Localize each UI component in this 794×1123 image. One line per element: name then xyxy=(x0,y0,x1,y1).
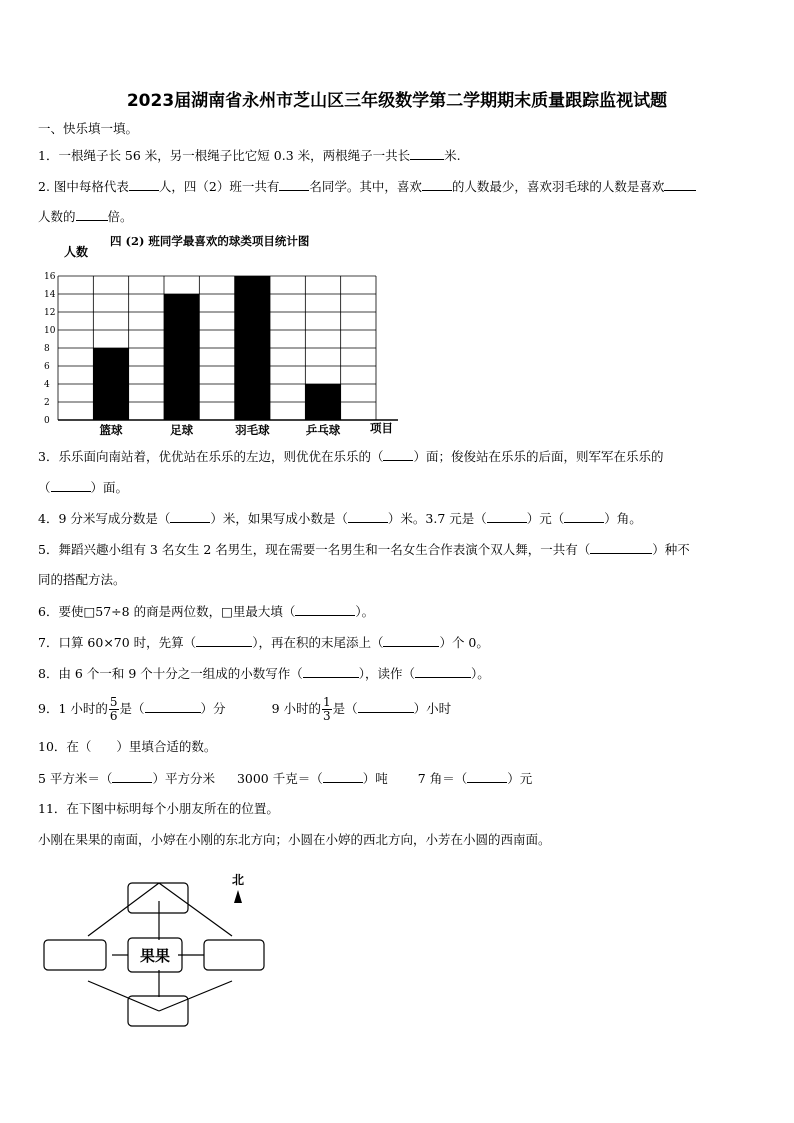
fraction: $\frac{1}{3}$ xyxy=(323,695,331,723)
question-8: 8．由 6 个一和 9 个十分之一组成的小数写作（ ），读作（ ）。 xyxy=(38,666,490,681)
question-11-text: 小刚在果果的南面，小婷在小刚的东北方向；小圆在小婷的西北方向，小芳在小圆的西南面。 xyxy=(38,832,551,847)
question-6: 6．要使□57÷8 的商是两位数，□里最大填（ ）。 xyxy=(38,604,375,619)
page-title: 2023届湖南省永州市芝山区三年级数学第二学期期末质量跟踪监视试题 xyxy=(126,91,668,111)
question-1: 1．一根绳子长 56 米，另一根绳子比它短 0.3 米，两根绳子一共长 米. xyxy=(38,148,461,163)
bar xyxy=(305,384,340,420)
connector-line xyxy=(159,883,232,936)
y-tick-label: 6 xyxy=(44,362,50,372)
y-tick-label: 10 xyxy=(44,326,56,336)
position-diagram xyxy=(38,866,278,1036)
fraction: $\frac{5}{6}$ xyxy=(109,695,118,723)
bar xyxy=(93,348,128,420)
answer-blank[interactable] xyxy=(303,665,359,678)
blank-box-west[interactable] xyxy=(44,940,106,970)
section-heading: 一、快乐填一填。 xyxy=(38,121,139,136)
answer-blank[interactable] xyxy=(112,770,152,783)
answer-blank[interactable] xyxy=(415,665,471,678)
y-tick-label: 16 xyxy=(44,272,56,282)
y-tick-label: 2 xyxy=(44,398,50,408)
question-2: 2. 图中每格代表 人，四（2）班一共有 名同学。其中，喜欢 的人数最少，喜欢羽毛球的人数是喜欢 xyxy=(38,178,696,195)
y-tick-label: 8 xyxy=(44,344,50,354)
answer-blank[interactable] xyxy=(564,510,604,523)
answer-blank[interactable] xyxy=(76,208,108,221)
answer-blank[interactable] xyxy=(383,634,439,647)
answer-blank[interactable] xyxy=(51,479,91,492)
answer-blank[interactable] xyxy=(295,603,355,616)
chart-title: 四 (2) 班同学最喜欢的球类项目统计图 xyxy=(110,234,310,248)
y-ticks xyxy=(44,272,56,426)
question-9: 9．1 小时的 $\frac{5}{6}$ 是（ ）分 9 小时的 $\frac{1}{3}$ 是（ ）小时 xyxy=(38,695,452,723)
x-tick-label: 篮球 xyxy=(99,423,123,437)
question-10-items: 5 平方米＝（ ）平方分米 3000 千克＝（ ）吨 7 角＝（ ）元 xyxy=(38,771,533,786)
y-tick-label: 14 xyxy=(44,290,56,300)
bar-chart xyxy=(38,232,408,442)
center-label: 果果 xyxy=(139,947,171,965)
answer-blank[interactable] xyxy=(358,700,414,713)
question-5: 5．舞蹈兴趣小组有 3 名女生 2 名男生，现在需要一名男生和一名女生合作表演个双人舞，一共有（ ）种不 xyxy=(38,542,690,557)
answer-blank[interactable] xyxy=(129,178,159,191)
answer-blank[interactable] xyxy=(467,770,507,783)
blank-box-east[interactable] xyxy=(204,940,264,970)
answer-blank[interactable] xyxy=(487,510,527,523)
answer-blank[interactable] xyxy=(170,510,210,523)
x-tick-label: 乒乓球 xyxy=(305,423,341,437)
y-tick-label: 0 xyxy=(44,416,50,426)
y-axis-label: 人数 xyxy=(64,245,89,259)
x-ticks xyxy=(100,423,341,437)
north-label: 北 xyxy=(231,873,245,887)
bar xyxy=(164,294,199,420)
answer-blank[interactable] xyxy=(422,178,452,191)
question-3: 3．乐乐面向南站着，优优站在乐乐的左边，则优优在乐乐的（ ）面；俊俊站在乐乐的后面，则军军在乐乐的 xyxy=(38,449,664,464)
question-4: 4．9 分米写成分数是（ ）米，如果写成小数是（ ）米。3.7 元是（ ）元（ ）角。 xyxy=(38,511,642,526)
question-7: 7．口算 60×70 时，先算（ ），再在积的末尾添上（ ）个 0。 xyxy=(38,635,489,650)
answer-blank[interactable] xyxy=(664,178,696,191)
answer-blank[interactable] xyxy=(323,770,363,783)
answer-blank[interactable] xyxy=(348,510,388,523)
answer-blank[interactable] xyxy=(196,634,252,647)
x-tick-label: 足球 xyxy=(170,423,194,437)
bar xyxy=(235,276,270,420)
answer-blank[interactable] xyxy=(145,700,201,713)
x-tick-label: 羽毛球 xyxy=(235,423,270,437)
question-5-cont: 同的搭配方法。 xyxy=(38,572,126,587)
north-arrow-icon xyxy=(234,890,242,903)
question-11: 11．在下图中标明每个小朋友所在的位置。 xyxy=(38,801,279,816)
connector-line xyxy=(88,883,159,936)
y-tick-label: 12 xyxy=(44,308,56,318)
question-10: 10．在（ ）里填合适的数。 xyxy=(38,739,217,754)
answer-blank[interactable] xyxy=(590,541,652,554)
x-axis-label: 项目 xyxy=(370,421,393,435)
question-3-cont: （ ）面。 xyxy=(38,480,129,495)
question-2-cont: 人数的 倍。 xyxy=(38,209,133,224)
answer-blank[interactable] xyxy=(279,178,309,191)
answer-blank[interactable] xyxy=(410,147,444,160)
answer-blank[interactable] xyxy=(383,448,413,461)
y-tick-label: 4 xyxy=(44,380,50,390)
